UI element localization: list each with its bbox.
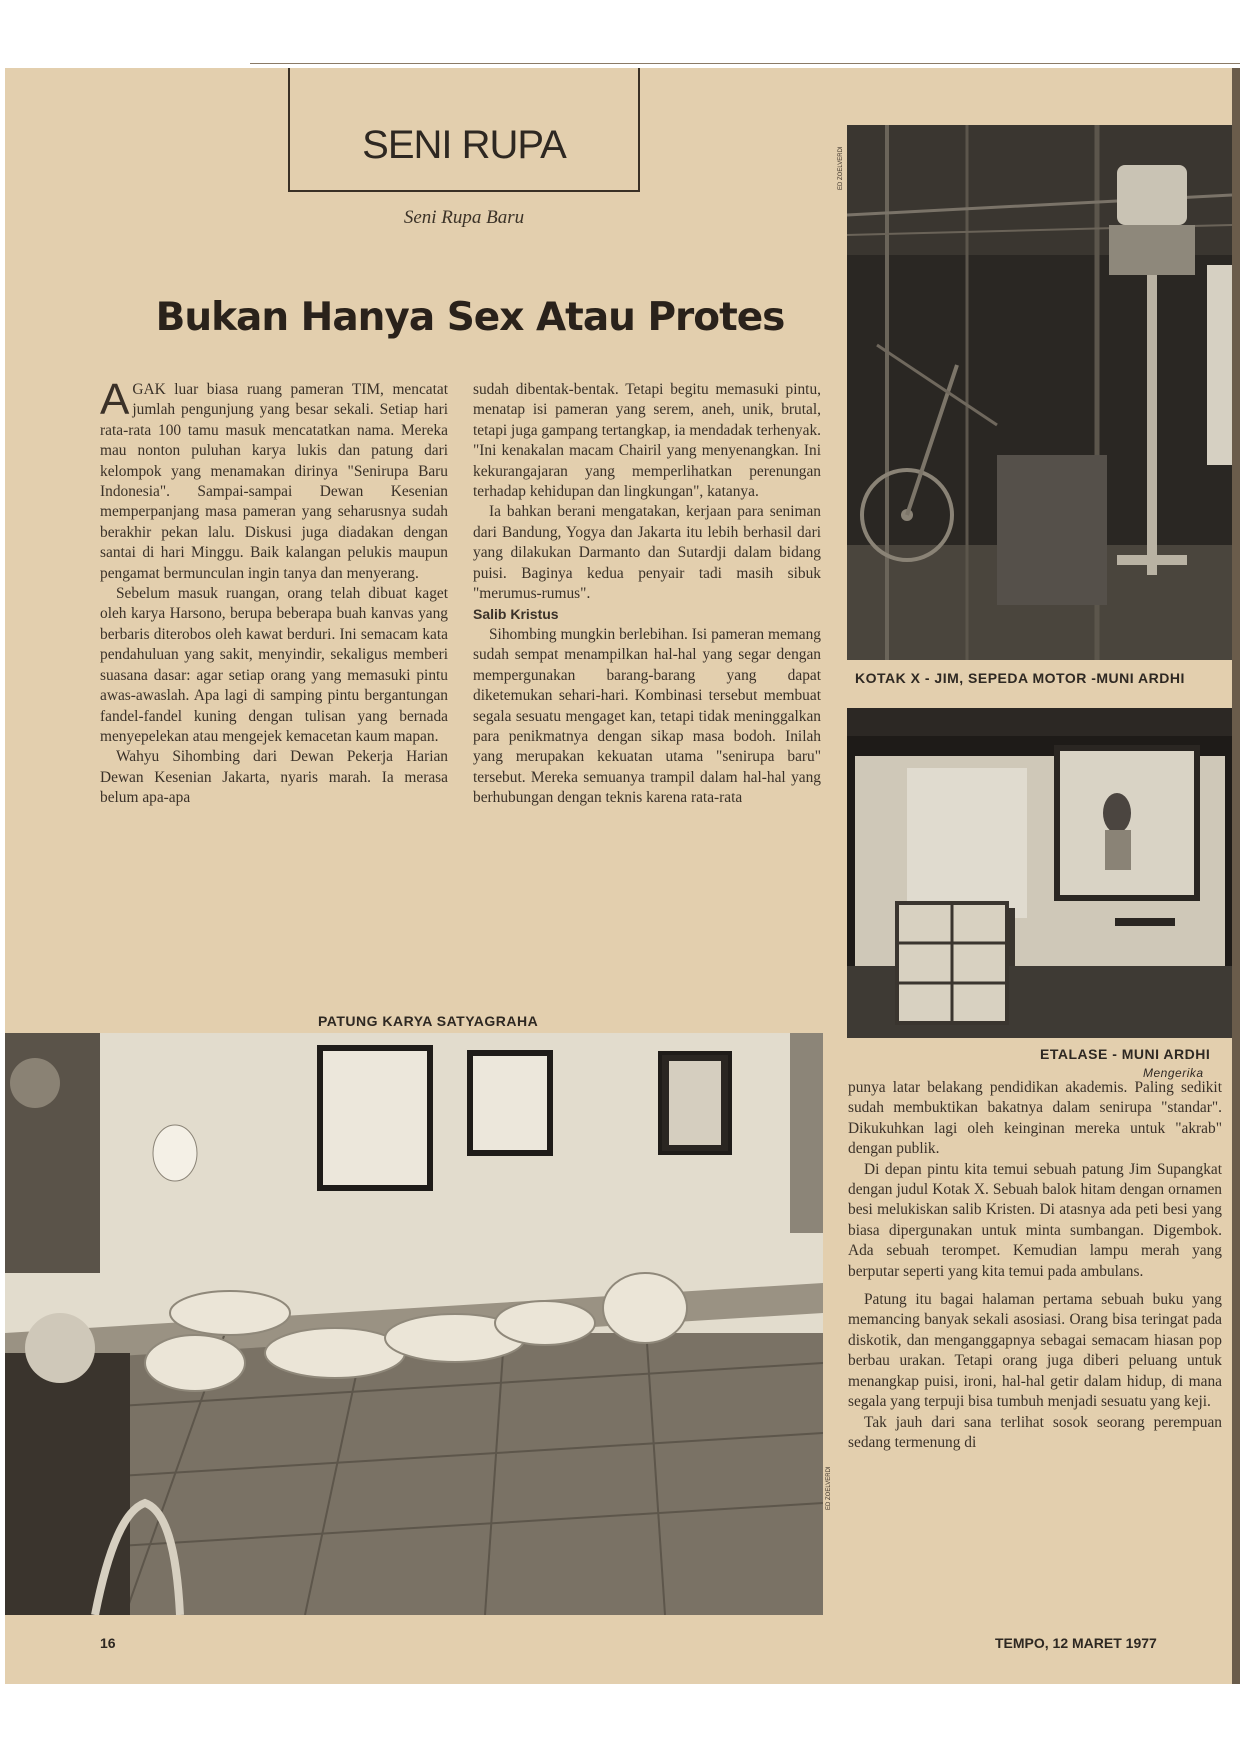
photo-credit: ED ZOELVERDI <box>838 146 844 190</box>
caption-etalase: ETALASE - MUNI ARDHI <box>1040 1046 1211 1062</box>
photo-etalase <box>847 708 1232 1038</box>
subhead: Salib Kristus <box>473 606 559 623</box>
page-edge-shadow <box>1232 68 1240 1684</box>
article-column-1 <box>100 380 448 990</box>
paragraph: punya latar belakang pendidikan akademis. Paling sedikit sudah membuktikan bakatnya dalam senirupa "standar". Dikukuhkan lagi oleh keinginan mereka untuk "akrab" dengan publik. <box>848 1079 1222 1158</box>
drop-cap: A <box>100 380 130 424</box>
publication-line: TEMPO, 12 MARET 1977 <box>995 1635 1157 1651</box>
caption-etalase-sub: Mengerika <box>1143 1066 1204 1080</box>
article-column-3 <box>848 1078 1222 1618</box>
paragraph: Patung itu bagai halaman pertama sebuah buku yang memancing banyak sekali asosiasi. Orang bisa teringat pada diskotik, dan menganggapnya sebagai semacam hiasan pop berbau urakan. Tetapi orang juga diberi peluang untuk menangkap puisi, ironi, hal-hal getir dalam hidup, di mana segala yang terpuji bisa tumbuh menjadi sesuatu yang keji. <box>848 1291 1222 1411</box>
headline: Bukan Hanya Sex Atau Protes <box>155 295 785 340</box>
paragraph: sudah dibentak-bentak. Tetapi begitu memasuki pintu, menatap isi pameran yang serem, aneh, unik, brutal, tetapi juga gampang tertangkap, ia mendadak terhenyak. "Ini kenakalan macam Chairil yang menyenangkan. Ini kekurangajaran yang memperlihatkan perenungan terhadap kehidupan dan lingkungan", katanya. <box>473 381 821 501</box>
paragraph: Wahyu Sihombing dari Dewan Pekerja Harian Dewan Kesenian Jakarta, nyaris marah. Ia merasa belum apa-apa <box>100 748 448 807</box>
section-title: SENI RUPA <box>362 123 566 167</box>
paragraph: Ia bahkan berani mengatakan, kerjaan para seniman dari Bandung, Yogya dan Jakarta itu lebih berhasil dari yang dilakukan Darmanto dan Sutardji dalam bidang puisi. Baginya kedua penyair tadi masih sibuk "merumus-rumus". <box>473 503 821 603</box>
paragraph: Di depan pintu kita temui sebuah patung Jim Supangkat dengan judul Kotak X. Sebuah balok hitam dengan ornamen besi melukiskan salib Kristen. Di atasnya ada peti besi yang biasa dipergunakan untuk minta sumbangan. Digembok. Ada sebuah terompet. Kemudian lampu merah yang berputar seperti yang kita temui pada ambulans. <box>848 1160 1222 1280</box>
photo-patung-satyagraha <box>5 1033 823 1615</box>
section-header-box <box>288 68 640 192</box>
caption-kotak-x: KOTAK X - JIM, SEPEDA MOTOR -MUNI ARDHI <box>855 670 1185 686</box>
article-column-2 <box>473 380 821 995</box>
paragraph: Sebelum masuk ruangan, orang telah dibuat kaget oleh karya Harsono, berupa beberapa buah kanvas yang berbaris diterobos oleh kawat berduri. Ini semacam kata pendahuluan yang sakit, menyindir, sekaligus memberi suasana dasar: agar setiap orang yang memasuki pintu awas-awaslah. Apa lagi di samping pintu bergantungan fandel-fandel kuning dengan tulisan yang bernada menyepelekan atau mengejek kemacetan kaum mapan. <box>100 585 448 745</box>
top-rule <box>250 63 1240 64</box>
caption-patung: PATUNG KARYA SATYAGRAHA <box>318 1013 539 1029</box>
paragraph: AGAK luar biasa ruang pameran TIM, mencatat jumlah pengunjung yang besar sekali. Setiap hari rata-rata 100 tamu masuk mencatatkan nama. Mereka mau nonton puluhan karya lukis dan patung dari kelompok yang menamakan dirinya "Senirupa Baru Indonesia". Sampai-sampai Dewan Kesenian memperpanjang masa pameran yang seharusnya sudah berakhir pekan lalu. Diskusi juga diadakan dengan santai di hari Minggu. Baik kalangan pelukis maupun pengamat bermunculan ingin tanya dan menyerang. <box>100 380 448 582</box>
kicker: Seni Rupa Baru <box>403 207 525 228</box>
photo-credit: ED ZOELVERDI <box>826 1466 832 1510</box>
paragraph: Tak jauh dari sana terlihat sosok seorang perempuan sedang termenung di <box>848 1413 1222 1451</box>
page-number: 16 <box>100 1635 116 1651</box>
photo-kotak-x <box>847 125 1232 660</box>
paragraph: Sihombing mungkin berlebihan. Isi pameran memang sudah sempat menampilkan hal-hal yang segar dengan mempergunakan barang-barang yang dapat diketemukan sehari-hari. Kombinasi tersebut membuat segala sesuatu mengaget kan, tetapi tidak meninggalkan para penikmatnya dengan sikap masa bodoh. Inilah yang merupakan kekuatan utama "senirupa baru" tersebut. Mereka semuanya trampil dalam hal-hal yang berhubungan dengan teknis karena rata-rata <box>473 625 821 807</box>
